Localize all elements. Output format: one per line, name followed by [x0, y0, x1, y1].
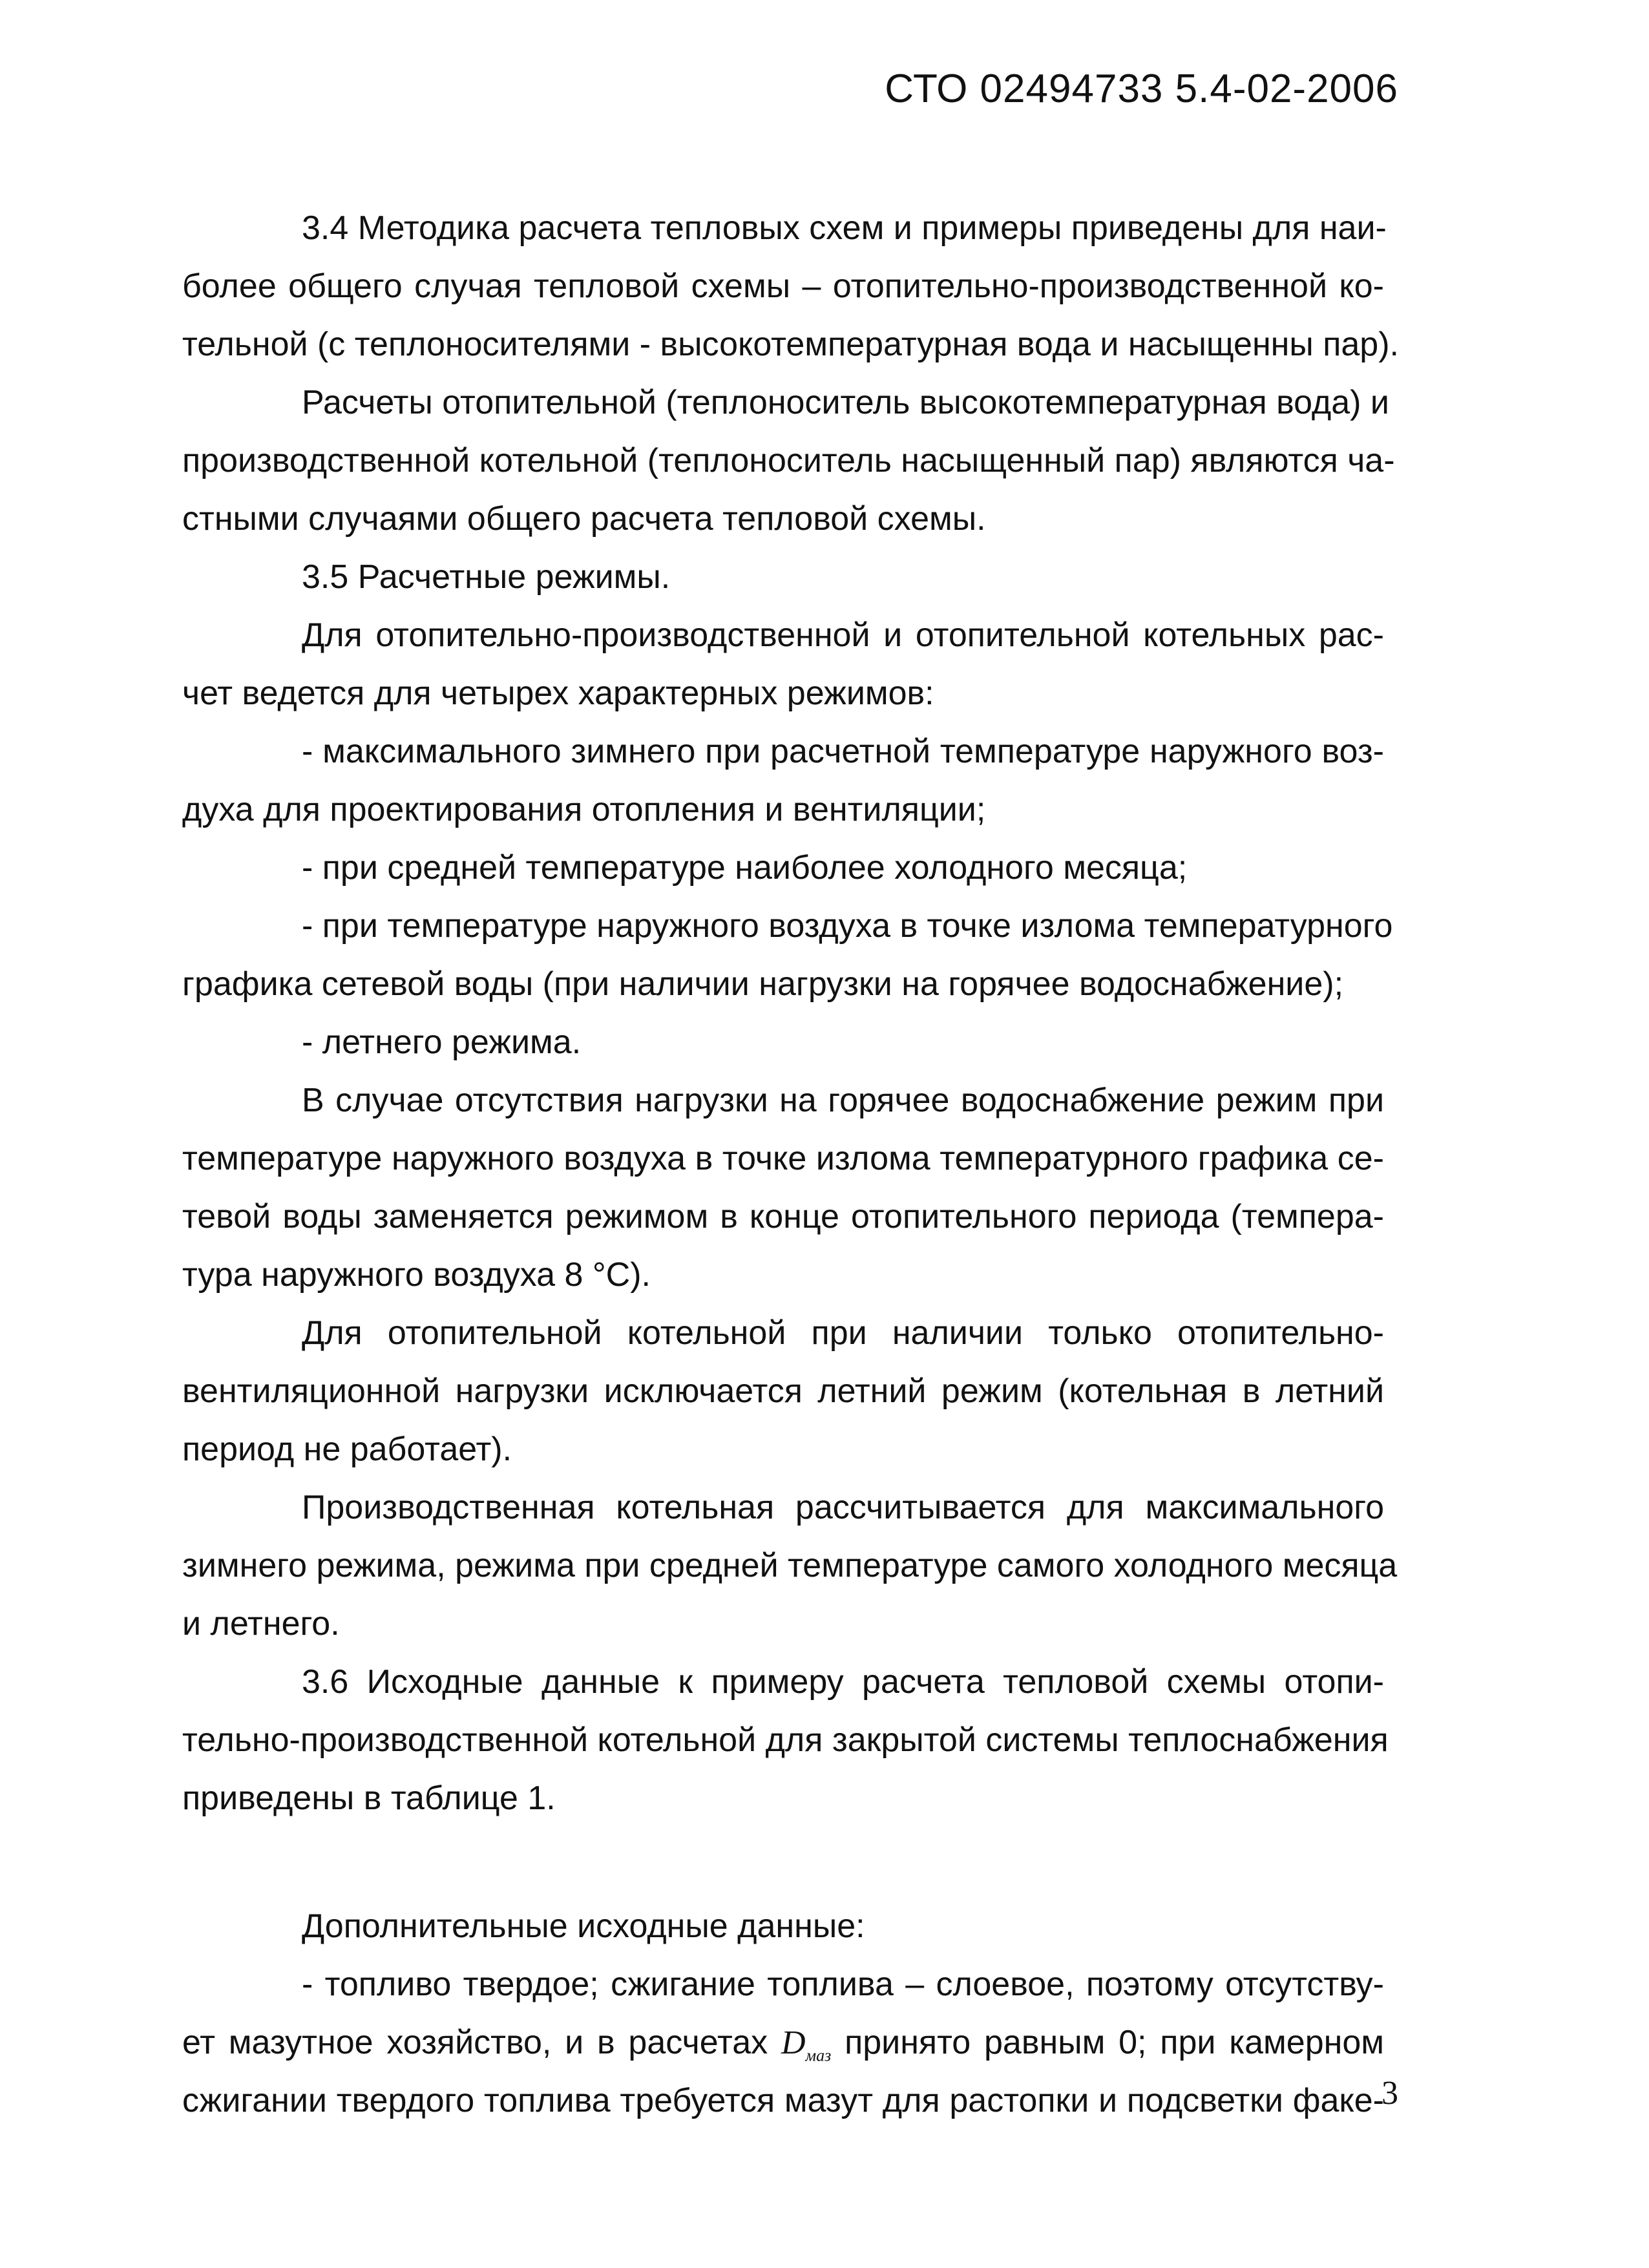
paragraph-line: более общего случая тепловой схемы – отопительно-производственной ко- — [182, 268, 1384, 305]
list-item-line: - топливо твердое; сжигание топлива – слоевое, поэтому отсутству- — [302, 1966, 1384, 2003]
list-item-line: - при средней температуре наиболее холодного месяца; — [302, 849, 1188, 887]
document-body — [182, 199, 1399, 2130]
paragraph-line: Для отопительно-производственной и отопительной котельных рас- — [302, 616, 1384, 654]
paragraph-line: тельно-производственной котельной для закрытой системы теплоснабжения — [182, 1721, 1389, 1759]
paragraph-line: тевой воды заменяется режимом в конце отопительного периода (темпера- — [182, 1198, 1384, 1235]
paragraph-line: зимнего режима, режима при средней температуре самого холодного месяца — [182, 1547, 1398, 1584]
paragraph-line: приведены в таблице 1. — [182, 1780, 556, 1817]
list-item-line — [182, 2013, 1384, 2072]
paragraph-line: Дополнительные исходные данные: — [302, 1907, 865, 1945]
paragraph-line: и летнего. — [182, 1605, 340, 1643]
list-item-line: - летнего режима. — [302, 1024, 582, 1061]
list-item-line: сжигании твердого топлива требуется мазут для растопки и подсветки факе- — [182, 2082, 1384, 2119]
document-code: СТО 02494733 5.4-02-2006 — [885, 67, 1398, 111]
text-segment: принято равным 0; при камерном — [845, 2024, 1385, 2061]
paragraph-line: температуре наружного воздуха в точке излома температурного графика се- — [182, 1140, 1384, 1177]
paragraph-line: 3.4 Методика расчета тепловых схем и примеры приведены для наи- — [302, 209, 1387, 247]
paragraph-line: В случае отсутствия нагрузки на горячее водоснабжение режим при — [302, 1082, 1384, 1119]
paragraph-line: период не работает). — [182, 1431, 512, 1468]
math-symbol — [781, 2024, 832, 2065]
paragraph-line: тельной (с теплоносителями - высокотемпературная вода и насыщенны пар). — [182, 326, 1399, 363]
paragraph-line: Расчеты отопительной (теплоноситель высокотемпературная вода) и — [302, 384, 1389, 421]
page-number: 3 — [1381, 2075, 1398, 2112]
paragraph-line: Для отопительной котельной при наличии только отопительно- — [302, 1314, 1384, 1352]
list-item-line: графика сетевой воды (при наличии нагрузки на горячее водоснабжение); — [182, 965, 1344, 1003]
paragraph-line: 3.6 Исходные данные к примеру расчета тепловой схемы отопи- — [302, 1663, 1384, 1701]
list-item-line: - при температуре наружного воздуха в точке излома температурного — [302, 907, 1393, 945]
paragraph-line: вентиляционной нагрузки исключается летний режим (котельная в летний — [182, 1372, 1384, 1410]
list-item-line: - максимального зимнего при расчетной температуре наружного воз- — [302, 733, 1384, 770]
text-segment: ет мазутное хозяйство, и в расчетах — [182, 2024, 768, 2061]
list-item-line: духа для проектирования отопления и вентиляции; — [182, 791, 986, 828]
math-variable: D — [781, 2024, 806, 2061]
paragraph-line: чет ведется для четырех характерных режимов: — [182, 675, 934, 712]
paragraph-line: Производственная котельная рассчитывается для максимального — [302, 1489, 1384, 1526]
paragraph-line: тура наружного воздуха 8 °С). — [182, 1256, 651, 1294]
paragraph-line: производственной котельной (теплоноситель насыщенный пар) являются ча- — [182, 442, 1395, 479]
paragraph-line: стными случаями общего расчета тепловой схемы. — [182, 500, 986, 538]
spacer — [182, 1827, 1384, 1897]
math-subscript: маз — [805, 2046, 832, 2065]
section-heading: 3.5 Расчетные режимы. — [302, 558, 671, 596]
